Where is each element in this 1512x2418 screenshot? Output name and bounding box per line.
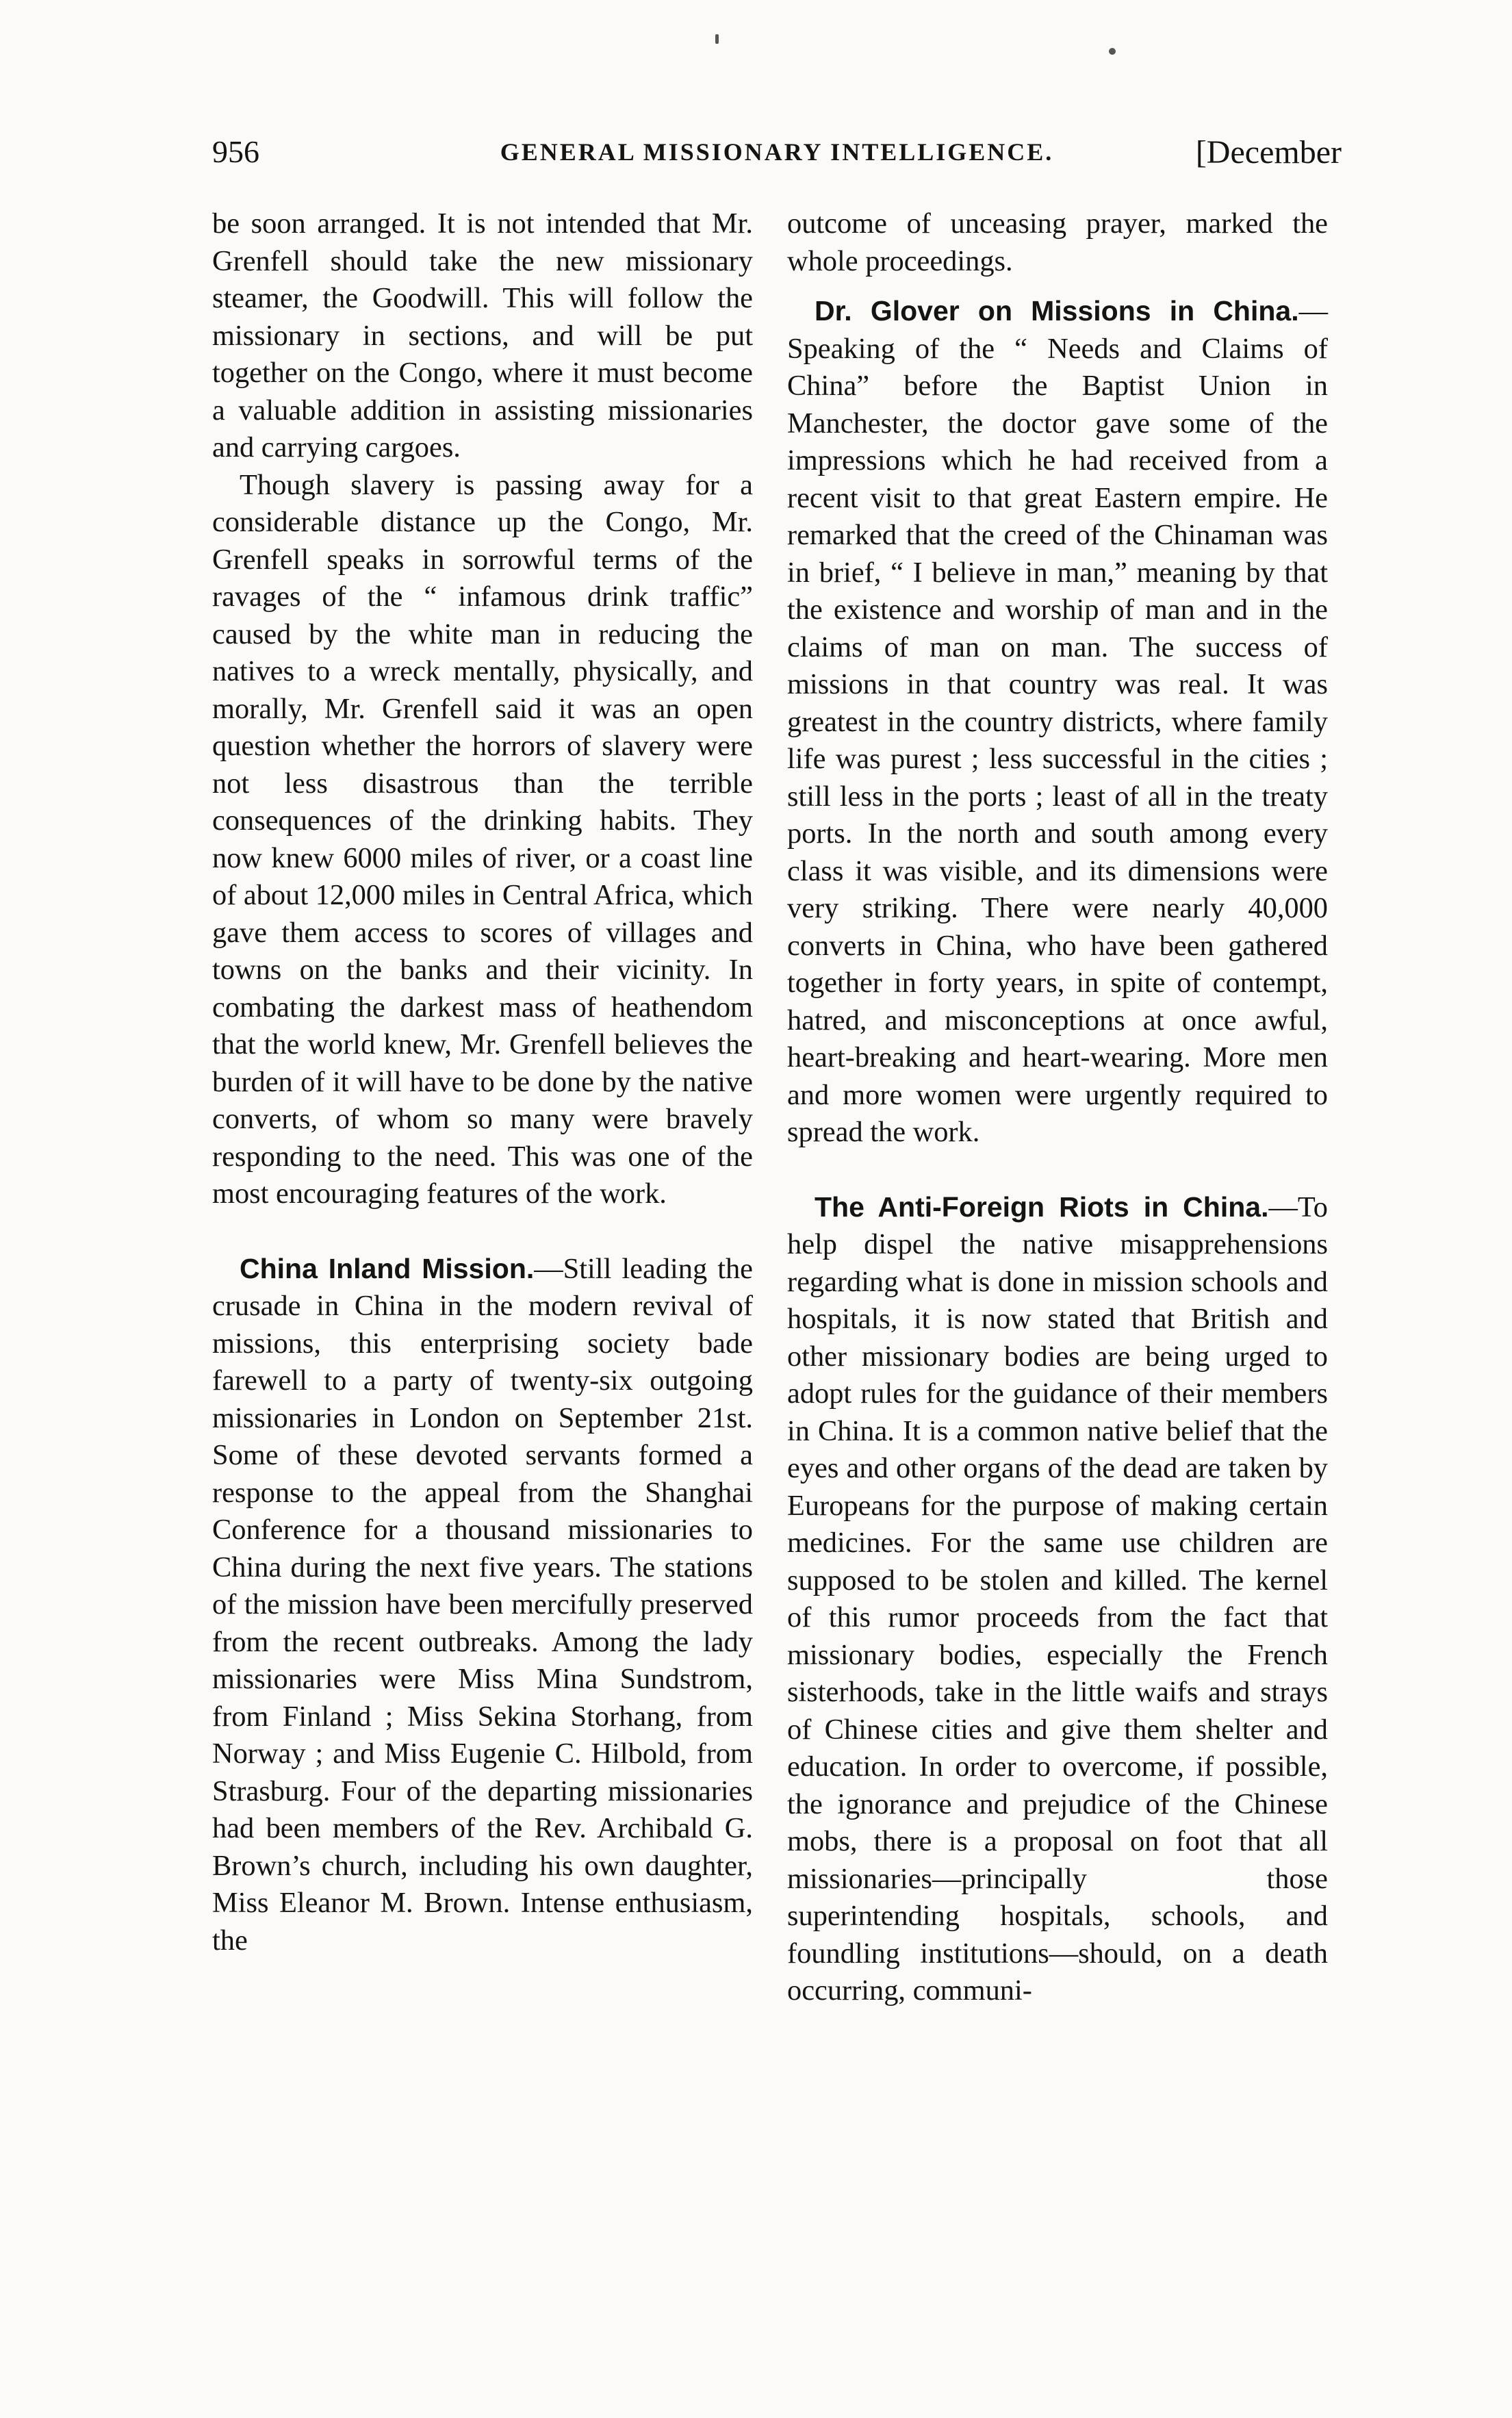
body-china-inland-mission: —Still leading the crusade in China in the modern revival of missions, this enterprising society bade farewell to a party of twenty-six outgoing missionaries in London on September 21st. Some of these devoted servants formed a response to the appeal from the Shanghai Conference for a thousand missionaries to China during the next five years. The stations of the mission have been mercifully preserved from the recent outbreaks. Among the lady missionaries were Miss Mina Sundstrom, from Finland ; Miss Sekina Storhang, from Norway ; and Miss Eugenie C. Hilbold, from Strasburg. Four of the departing missionaries had been members of the Rev. Archibald G. Brown’s church, including his own daughter, Miss Eleanor M. Brown. Intense enthusiasm, the (212, 1252, 753, 1957)
running-month: [December (1195, 134, 1342, 170)
left-column (212, 205, 753, 1959)
heading-china-inland-mission: China Inland Mission. (240, 1252, 535, 1284)
heading-glover: Dr. Glover on Missions in China. (815, 295, 1299, 327)
paragraph-congo-steamer: be soon arranged. It is not intended that Mr. Grenfell should take the new missionary steamer, the Goodwill. This will follow the missionary in sections, and will be put together on the Congo, where it must become a valuable addition in assisting missionaries and carrying cargoes. (212, 207, 753, 463)
ink-speck (715, 34, 719, 44)
body-anti-foreign-riots: —To help dispel the native misapprehensions regarding what is done in mission schools and hospitals, it is now stated that British and other missionary bodies are being urged to adopt rules for the guidance of their members in China. It is a common native belief that the eyes and other organs of the dead are taken by Europeans for the purpose of making certain medicines. For the same use children are supposed to be stolen and killed. The kernel of this rumor proceeds from the fact that missionary bodies, especially the French sisterhoods, take in the little waifs and strays of Chinese cities and give them shelter and education. In order to overcome, if possible, the ignorance and prejudice of the Chinese mobs, there is a proposal on foot that all missionaries—principally those superintending hospitals, schools, and foundling institutions—should, on a death occurring, communi- (787, 1191, 1328, 2007)
running-title: GENERAL MISSIONARY INTELLIGENCE. (500, 138, 1054, 166)
article-glover (787, 292, 1328, 1151)
right-column (787, 205, 1328, 2010)
ink-speck (1109, 48, 1116, 55)
paragraph-drink-traffic: Though slavery is passing away for a considerable distance up the Congo, Mr. Grenfell speaks in sorrowful terms of the ravages of the “ infamous drink traffic” caused by the white man in reducing the natives to a wreck mentally, physically, and morally, Mr. Grenfell said it was an open question whether the horrors of slavery were not less disastrous than the terrible consequences of the drinking habits. They now knew 6000 miles of river, or a coast line of about 12,000 miles in Central Africa, which gave them access to scores of villages and towns on the banks and their vicinity. In combating the darkest mass of heathendom that the world knew, Mr. Grenfell believes the burden of it will have to be done by the native converts, of whom so many were bravely responding to the need. This was one of the most encouraging features of the work. (212, 468, 753, 1210)
article-china-inland-mission (212, 1250, 753, 1960)
article-anti-foreign-riots (787, 1188, 1328, 2010)
body-glover: —Speaking of the “ Needs and Claims of China” before the Baptist Union in Manchester, the doctor gave some of the impressions which he had received from a recent visit to that great Eastern empire. He remarked that the creed of the Chinaman was in brief, “ I believe in man,” meaning by that the existence and worship of man and in the claims of man on man. The success of missions in that country was real. It was greatest in the country districts, where family life was purest ; less successful in the cities ; still less in the ports ; least of all in the treaty ports. In the north and south among every class it was visible, and its dimensions were very striking. There were nearly 40,000 converts in China, who have been gathered together in forty years, in spite of contempt, hatred, and misconceptions at once awful, heart-breaking and heart-wearing. More men and more women were urgently required to spread the work. (787, 295, 1328, 1148)
paragraph-continuation: outcome of unceasing prayer, marked the whole proceedings. (787, 207, 1328, 277)
heading-anti-foreign-riots: The Anti-Foreign Riots in China. (815, 1191, 1269, 1223)
page-number: 956 (212, 134, 259, 169)
running-header (212, 133, 1342, 181)
